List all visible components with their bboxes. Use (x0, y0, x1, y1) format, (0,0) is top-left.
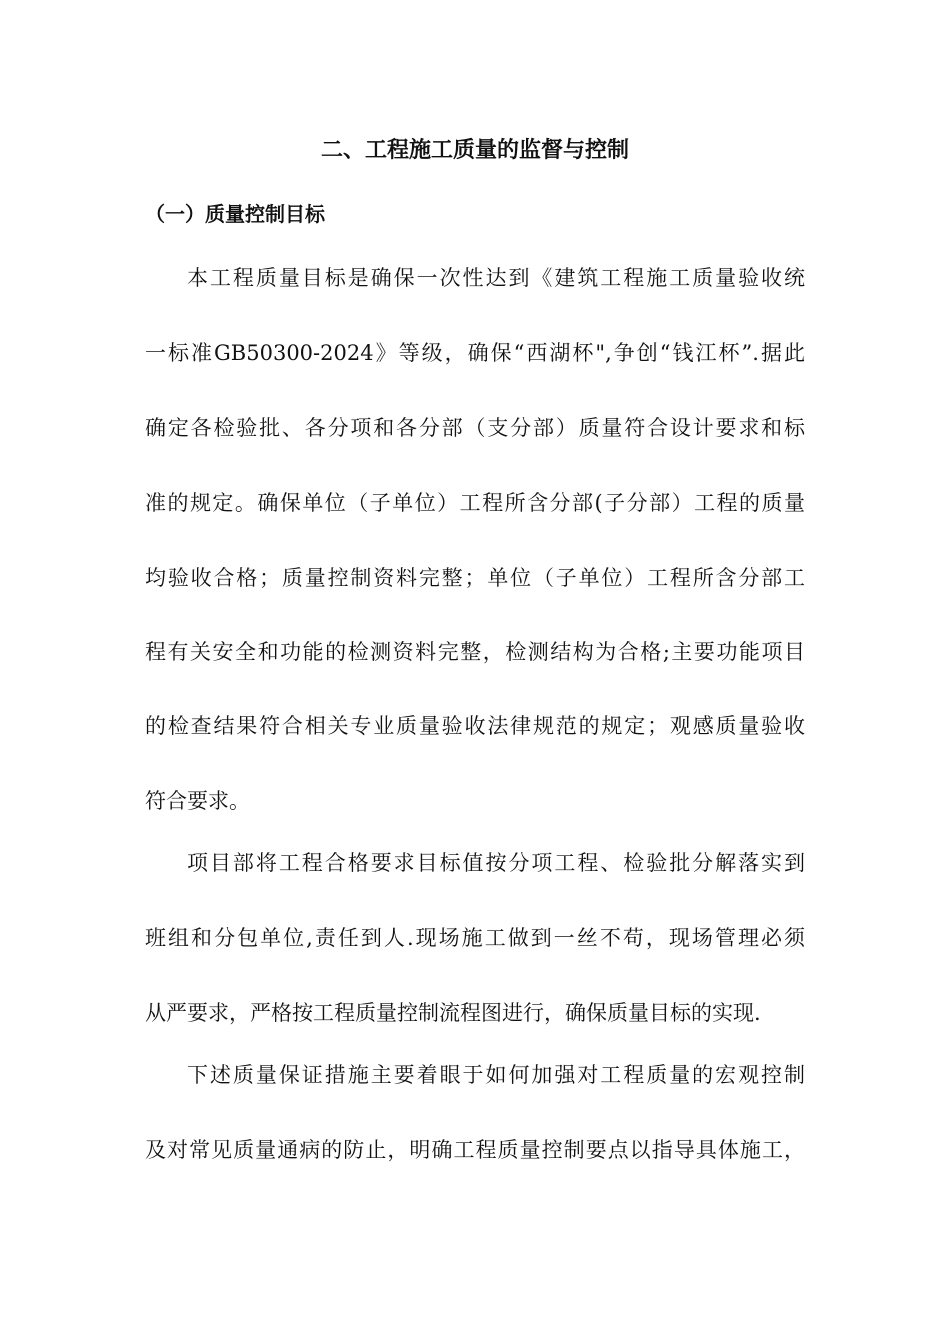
paragraph-1-line-8: 符合要求。 (145, 789, 250, 813)
document-title: 二、工程施工质量的监督与控制 (320, 138, 629, 163)
paragraph-1-line-5: 均验收合格；质量控制资料完整；单位（子单位）工程所含分部工 (145, 566, 805, 590)
paragraph-3-line-1: 下述质量保证措施主要着眼于如何加强对工程质量的宏观控制 (187, 1063, 805, 1087)
paragraph-2-line-3: 从严要求，严格按工程质量控制流程图进行，确保质量目标的实现. (145, 1001, 761, 1025)
paragraph-1-line-7: 的检查结果符合相关专业质量验收法律规范的规定；观感质量验收 (145, 714, 805, 738)
paragraph-1-line-2: 一标准GB50300-2024》等级，确保“西湖杯",争创“钱江杯”.据此 (145, 341, 805, 365)
paragraph-2-line-2: 班组和分包单位,责任到人.现场施工做到一丝不苟，现场管理必须 (145, 926, 805, 950)
section-heading: （一）质量控制目标 (145, 202, 325, 226)
paragraph-2-line-1: 项目部将工程合格要求目标值按分项工程、检验批分解落实到 (187, 851, 805, 875)
paragraph-3-line-2: 及对常见质量通病的防止，明确工程质量控制要点以指导具体施工， (145, 1138, 805, 1162)
paragraph-1-line-3: 确定各检验批、各分项和各分部（支分部）质量符合设计要求和标 (145, 416, 805, 440)
paragraph-1-line-6: 程有关安全和功能的检测资料完整，检测结构为合格;主要功能项目 (145, 640, 805, 664)
paragraph-1-line-4: 准的规定。确保单位（子单位）工程所含分部(子分部）工程的质量 (145, 491, 805, 515)
paragraph-1-line-1: 本工程质量目标是确保一次性达到《建筑工程施工质量验收统 (187, 266, 805, 290)
